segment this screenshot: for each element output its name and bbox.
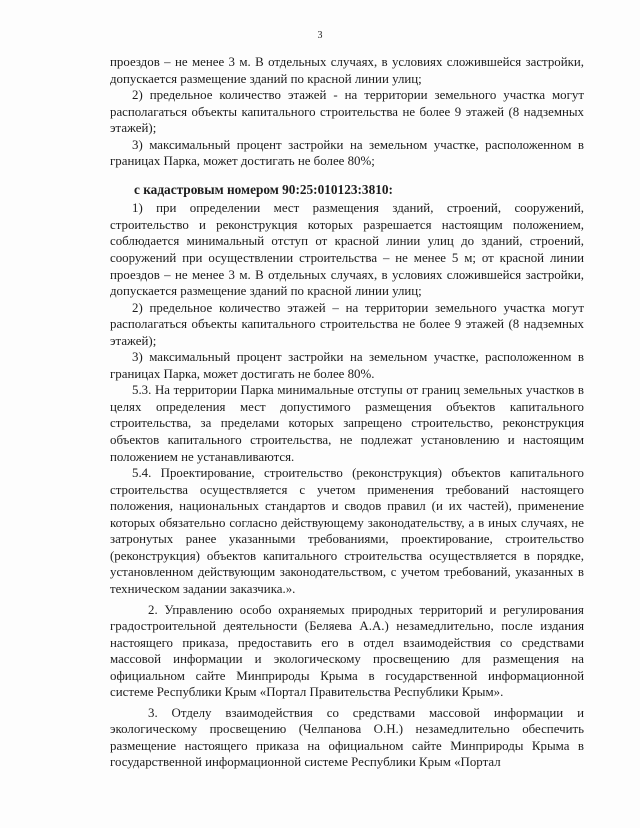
- paragraph: 3) максимальный процент застройки на земельном участке, расположенном в границах Парка, может достигать не более 80%.: [110, 350, 584, 381]
- paragraph: 1) при определении мест размещения зданий, строений, сооружений, строительство и реконструкция которых разрешается настоящим положением, соблюдается минимальный отступ от красной линии улиц до зданий, строений, сооружений при осуществлении строительства – не менее 5 м; от красной линии проездов – не менее 3 м. В отдельных случаях, в условиях сложившейся застройки, допускается размещение зданий по красной линии улиц;: [110, 201, 584, 299]
- document-body: [110, 54, 584, 771]
- paragraph: 2) предельное количество этажей – на территории земельного участка могут располагаться объекты капитального строительства не более 9 этажей (8 надземных этажей);: [110, 300, 584, 348]
- paragraph: 5.3. На территории Парка минимальные отступы от границ земельных участков в целях определения мест допустимого размещения объектов капитального строительства, за пределами которых запрещено строительство, реконструкция объектов капитального строительства, не подлежат установлению и настоящим положением не устанавливаются.: [110, 383, 584, 464]
- paragraph: проездов – не менее 3 м. В отдельных случаях, в условиях сложившейся застройки, допускается размещение зданий по красной линии улиц;: [110, 55, 584, 86]
- section-heading: с кадастровым номером 90:25:010123:3810:: [134, 181, 393, 197]
- paragraph: 3) максимальный процент застройки на земельном участке, расположенном в границах Парка, может достигать не более 80%;: [110, 137, 584, 169]
- page-number: 3: [317, 30, 323, 41]
- paragraph: 2. Управлению особо охраняемых природных территорий и регулирования градостроительной деятельности (Беляева А.А.) незамедлительно, после издания настоящего приказа, предоставить его в отдел взаимодействия со средствами массовой информации и экологическому просвещению для размещения на официальном сайте Минприроды Крыма в государственной информационной системе Республики Крым «Портал Правительства Республики Крым».: [110, 602, 584, 700]
- paragraph: 5.4. Проектирование, строительство (реконструкция) объектов капитального строительства осуществляется с учетом применения требований настоящего положения, национальных стандартов и сводов правил (и их частей), применение которых обязательно согласно действующему законодательству, а в иных случаях, не затронутых ранее указанными требованиями, проектирование, строительство (реконструкция) объектов капитального строительства осуществляется в порядке, установленном действующим законодательством, с учетом требований, указанных в техническом задании заказчика.».: [110, 466, 584, 596]
- paragraph: 2) предельное количество этажей - на территории земельного участка могут располагаться объекты капитального строительства не более 9 этажей (8 надземных этажей);: [110, 88, 584, 136]
- paragraph: 3. Отделу взаимодействия со средствами массовой информации и экологическому просвещению (Челпанова О.Н.) незамедлительно обеспечить размещение настоящего приказа на официальном сайте Минприроды Крыма в государственной информационной системе Республики Крым «Портал: [110, 705, 584, 770]
